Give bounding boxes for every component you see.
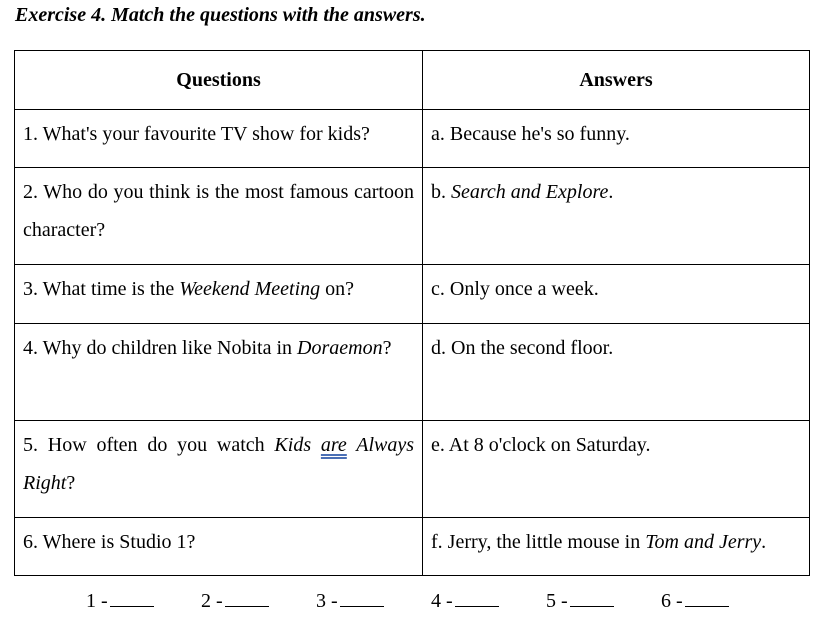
table-row [15, 168, 810, 265]
question-italic-title: Doraemon [297, 337, 383, 359]
answer-text: f. Jerry, the little mouse in [431, 531, 646, 553]
answer-cell [423, 265, 810, 324]
question-text: 1. What's your favourite TV show for kids? [23, 123, 370, 145]
question-text: 6. Where is Studio 1? [23, 531, 196, 553]
answer-blank-2[interactable] [201, 588, 269, 613]
answer-text: b. [431, 181, 451, 203]
answer-blank-6[interactable] [661, 588, 729, 613]
blank-line[interactable] [110, 588, 154, 607]
blank-line[interactable] [455, 588, 499, 607]
question-text: 5. How often do you watch [23, 434, 275, 456]
matching-table [14, 50, 810, 576]
blank-line[interactable] [685, 588, 729, 607]
answer-italic-title: Search and Explore [451, 181, 609, 203]
blank-label: 6 - [661, 590, 683, 612]
blank-label: 5 - [546, 590, 568, 612]
blank-label: 2 - [201, 590, 223, 612]
answers-header: Answers [423, 51, 810, 110]
table-header-row [15, 51, 810, 110]
answer-cell [423, 168, 810, 265]
blank-label: 1 - [86, 590, 108, 612]
answer-text: c. Only once a week. [431, 278, 599, 300]
questions-header: Questions [15, 51, 423, 110]
question-text-end: on? [320, 278, 355, 300]
question-italic-title: Weekend Meeting [179, 278, 321, 300]
question-cell [15, 265, 423, 324]
table-row [15, 324, 810, 421]
question-text: 3. What time is the [23, 278, 180, 300]
blank-line[interactable] [340, 588, 384, 607]
answer-text: e. At 8 o'clock on Saturday. [431, 434, 651, 456]
answer-cell [423, 324, 810, 421]
answer-blank-1[interactable] [86, 588, 154, 613]
answer-cell [423, 110, 810, 168]
answer-blanks [0, 588, 824, 614]
blank-label: 3 - [316, 590, 338, 612]
table-row [15, 518, 810, 576]
answer-text: a. Because he's so funny. [431, 123, 630, 145]
question-text: 2. Who do you think is the most famous cartoon character? [23, 181, 414, 241]
answer-text-end: . [608, 181, 614, 203]
answer-italic-title: Tom and Jerry [645, 531, 762, 553]
question-cell [15, 421, 423, 518]
question-text: 4. Why do children like Nobita in [23, 337, 298, 359]
answer-cell [423, 518, 810, 576]
question-cell [15, 110, 423, 168]
question-cell [15, 324, 423, 421]
grammar-flagged-word: are [320, 434, 347, 456]
question-cell [15, 518, 423, 576]
table-row [15, 265, 810, 324]
question-text-end: ? [66, 472, 76, 494]
answer-text: d. On the second floor. [431, 337, 614, 359]
exercise-title: Exercise 4. Match the questions with the answers. [15, 4, 426, 26]
blank-label: 4 - [431, 590, 453, 612]
question-cell [15, 168, 423, 265]
answer-text-end: . [761, 531, 767, 553]
blank-line[interactable] [225, 588, 269, 607]
answer-cell [423, 421, 810, 518]
table-row [15, 110, 810, 168]
table-row [15, 421, 810, 518]
question-text-end: ? [382, 337, 392, 359]
question-italic-title-part2: Always Right [23, 434, 415, 494]
answer-blank-3[interactable] [316, 588, 384, 613]
answer-blank-4[interactable] [431, 588, 499, 613]
answer-blank-5[interactable] [546, 588, 614, 613]
blank-line[interactable] [570, 588, 614, 607]
question-italic-title-part1: Kids [274, 434, 321, 456]
